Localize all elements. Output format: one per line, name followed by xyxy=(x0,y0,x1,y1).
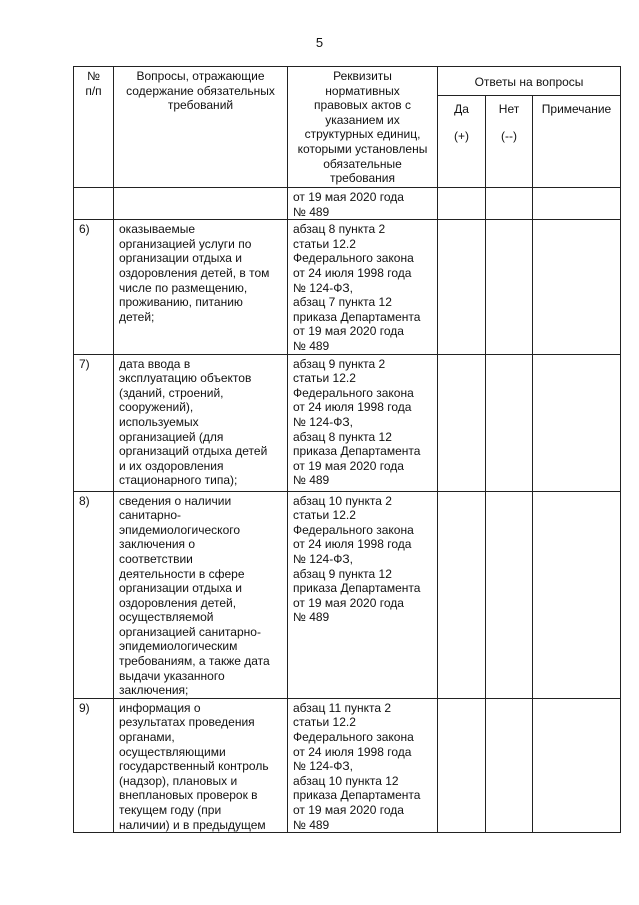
row-num: 9) xyxy=(74,698,114,832)
header-requisites: Реквизиты нормативных правовых актов с указанием их структурных единиц, которыми установлены обязательные требования xyxy=(288,67,438,188)
table-row xyxy=(74,698,621,832)
header-note: Примечание xyxy=(533,96,621,188)
row-yes xyxy=(438,698,486,832)
row-note xyxy=(533,491,621,698)
row-note xyxy=(533,354,621,491)
row-yes xyxy=(438,220,486,354)
row-question: оказываемые организацией услуги по организации отдыха и оздоровления детей, в том числе по размещению, проживанию, питанию детей; xyxy=(114,220,288,354)
row-num: 6) xyxy=(74,220,114,354)
row-question: сведения о наличии санитарно- эпидемиологического заключения о соответствии деятельности в сфере организации отдыха и оздоровления детей, осуществляемой организацией санитарно- эпидемиологическим требованиям, а также дата выдачи указанного заключения; xyxy=(114,491,288,698)
row-requisites: абзац 8 пункта 2 статьи 12.2 Федерального закона от 24 июля 1998 года № 124-ФЗ, абзац 7 пункта 12 приказа Департамента от 19 мая 2020 года № 489 xyxy=(288,220,438,354)
row-no xyxy=(486,354,533,491)
header-questions: Вопросы, отражающие содержание обязательных требований xyxy=(114,67,288,188)
row-yes xyxy=(438,354,486,491)
header-row xyxy=(74,67,621,96)
row-num: 7) xyxy=(74,354,114,491)
row-note xyxy=(533,698,621,832)
row-question: дата ввода в эксплуатацию объектов (зданий, строений, сооружений), используемых организацией (для организаций отдыха детей и их оздоровления стационарного типа); xyxy=(114,354,288,491)
table-row xyxy=(74,491,621,698)
row-note xyxy=(533,220,621,354)
row-requisites: от 19 мая 2020 года № 489 xyxy=(288,188,438,220)
table-row xyxy=(74,220,621,354)
row-no xyxy=(486,698,533,832)
row-yes xyxy=(438,188,486,220)
row-yes xyxy=(438,491,486,698)
header-yes: Да (+) xyxy=(438,96,486,188)
page-number: 5 xyxy=(315,35,324,50)
row-requisites: абзац 10 пункта 2 статьи 12.2 Федерального закона от 24 июля 1998 года № 124-ФЗ, абзац 9 пункта 12 приказа Департамента от 19 мая 2020 года № 489 xyxy=(288,491,438,698)
header-no: Нет (--) xyxy=(486,96,533,188)
row-note xyxy=(533,188,621,220)
row-num xyxy=(74,188,114,220)
row-no xyxy=(486,220,533,354)
row-question xyxy=(114,188,288,220)
header-num: № п/п xyxy=(74,67,114,188)
row-requisites: абзац 11 пункта 2 статьи 12.2 Федерального закона от 24 июля 1998 года № 124-ФЗ, абзац 10 пункта 12 приказа Департамента от 19 мая 2020 года № 489 xyxy=(288,698,438,832)
row-no xyxy=(486,188,533,220)
requirements-table xyxy=(73,66,621,833)
table-row xyxy=(74,188,621,220)
row-question: информация о результатах проведения органами, осуществляющими государственный контроль (надзор), плановых и внеплановых проверок в текущем году (при наличии) и в предыдущем xyxy=(114,698,288,832)
row-num: 8) xyxy=(74,491,114,698)
row-requisites: абзац 9 пункта 2 статьи 12.2 Федерального закона от 24 июля 1998 года № 124-ФЗ, абзац 8 пункта 12 приказа Департамента от 19 мая 2020 года № 489 xyxy=(288,354,438,491)
header-answers: Ответы на вопросы xyxy=(438,67,621,96)
row-no xyxy=(486,491,533,698)
table-row xyxy=(74,354,621,491)
